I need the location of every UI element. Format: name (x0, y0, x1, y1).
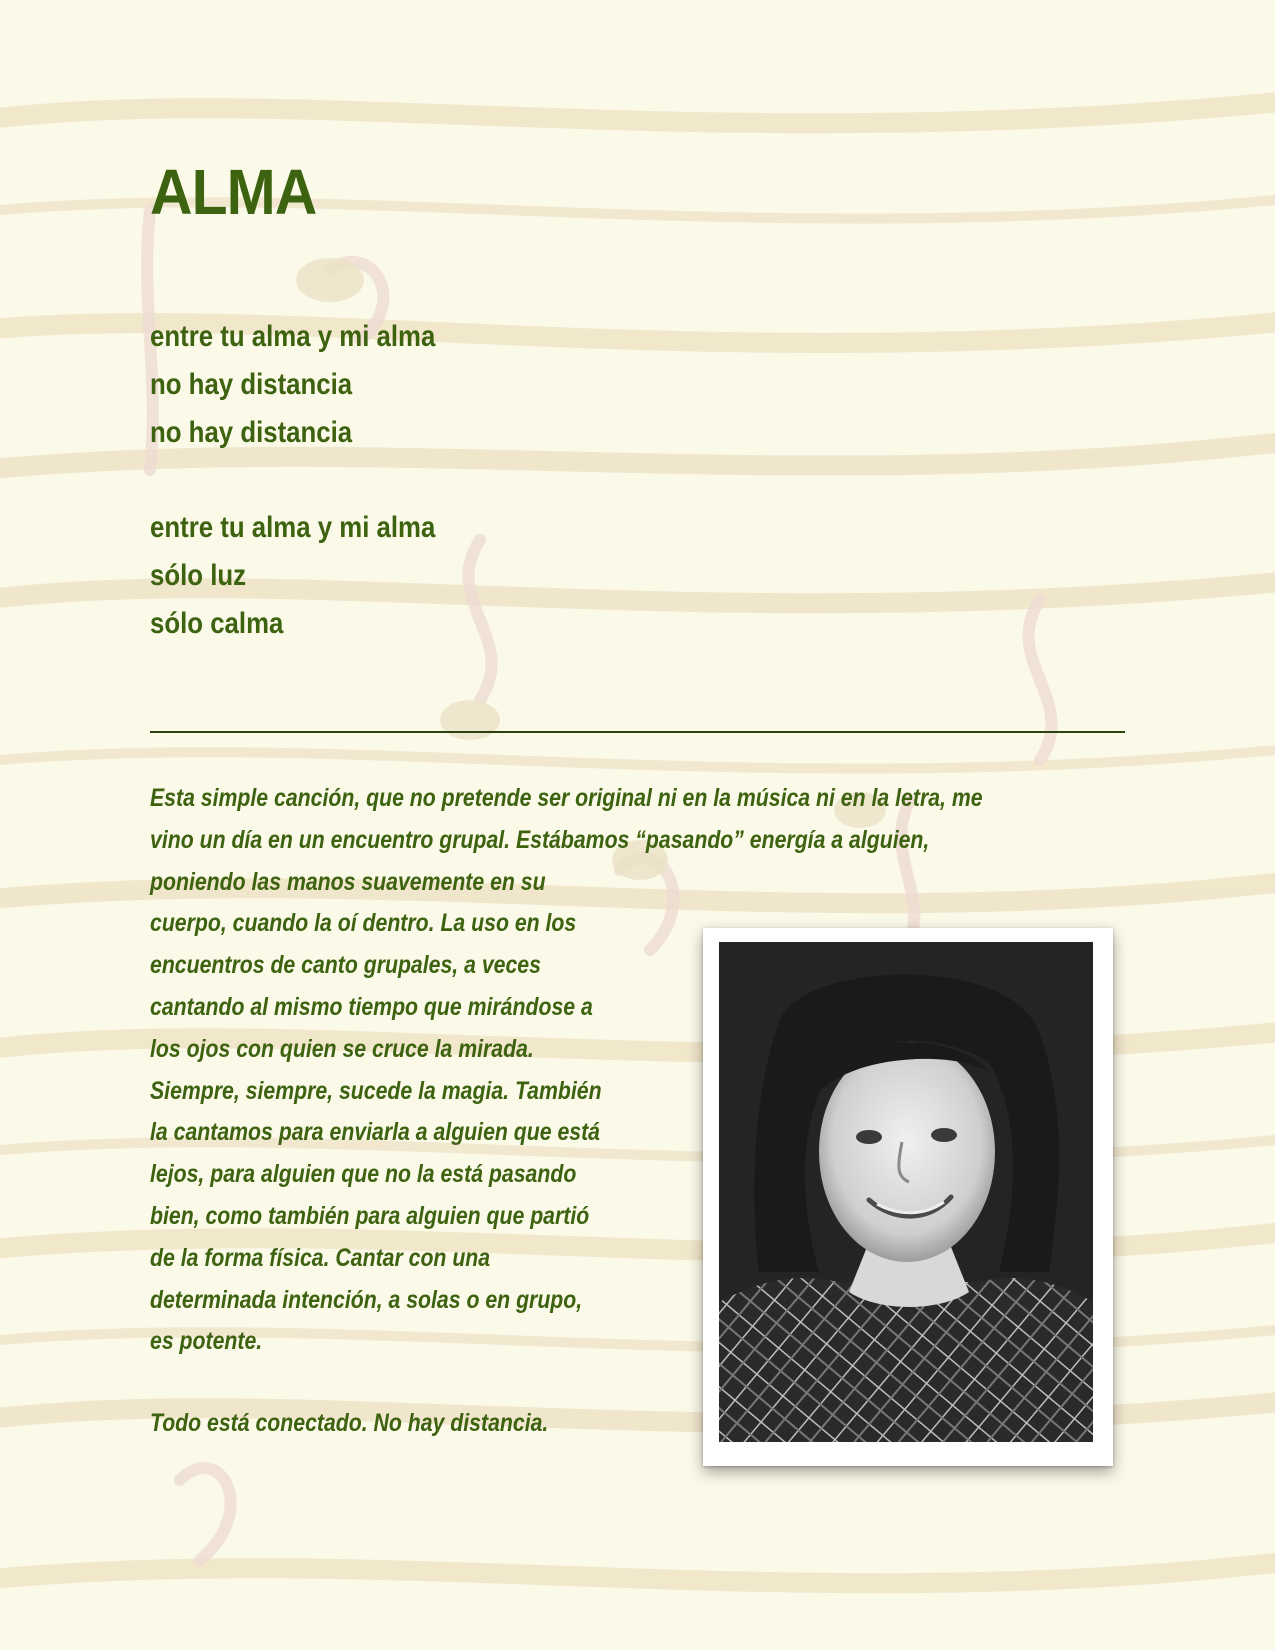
note-line: Siempre, siempre, sucede la magia. También (150, 1076, 602, 1105)
note-line: determinada intención, a solas o en grupo, (150, 1285, 583, 1314)
lyric-line: no hay distancia (150, 368, 353, 401)
note-line: cantando al mismo tiempo que mirándose a (150, 992, 593, 1021)
child-portrait-photo (719, 942, 1093, 1442)
lyric-line: no hay distancia (150, 416, 353, 449)
song-title: ALMA (150, 156, 317, 228)
note-line: encuentros de canto grupales, a veces (150, 951, 541, 980)
lyric-line: entre tu alma y mi alma (150, 511, 436, 544)
note-line: cuerpo, cuando la oí dentro. La uso en los (150, 909, 577, 938)
note-line: es potente. (150, 1327, 263, 1356)
note-line: vino un día en un encuentro grupal. Estábamos “pasando” energía a alguien, (150, 825, 930, 854)
lyric-line: sólo calma (150, 607, 284, 640)
section-divider (150, 731, 1125, 733)
note-line: los ojos con quien se cruce la mirada. (150, 1034, 534, 1063)
photo-frame (703, 928, 1113, 1466)
lyrics-stanza-1 (150, 313, 435, 457)
note-line: lejos, para alguien que no la está pasando (150, 1160, 577, 1189)
note-line: poniendo las manos suavemente en su (150, 867, 546, 896)
note-line: la cantamos para enviarla a alguien que está (150, 1118, 600, 1147)
note-line: bien, como también para alguien que partió (150, 1201, 590, 1230)
closing-line: Todo está conectado. No hay distancia. (150, 1409, 549, 1437)
lyrics-stanza-2 (150, 504, 435, 648)
lyric-line: entre tu alma y mi alma (150, 320, 436, 353)
note-line: de la forma física. Cantar con una (150, 1243, 491, 1272)
note-line: Esta simple canción, que no pretende ser original ni en la música ni en la letra, me (150, 784, 983, 812)
lyric-line: sólo luz (150, 559, 247, 592)
